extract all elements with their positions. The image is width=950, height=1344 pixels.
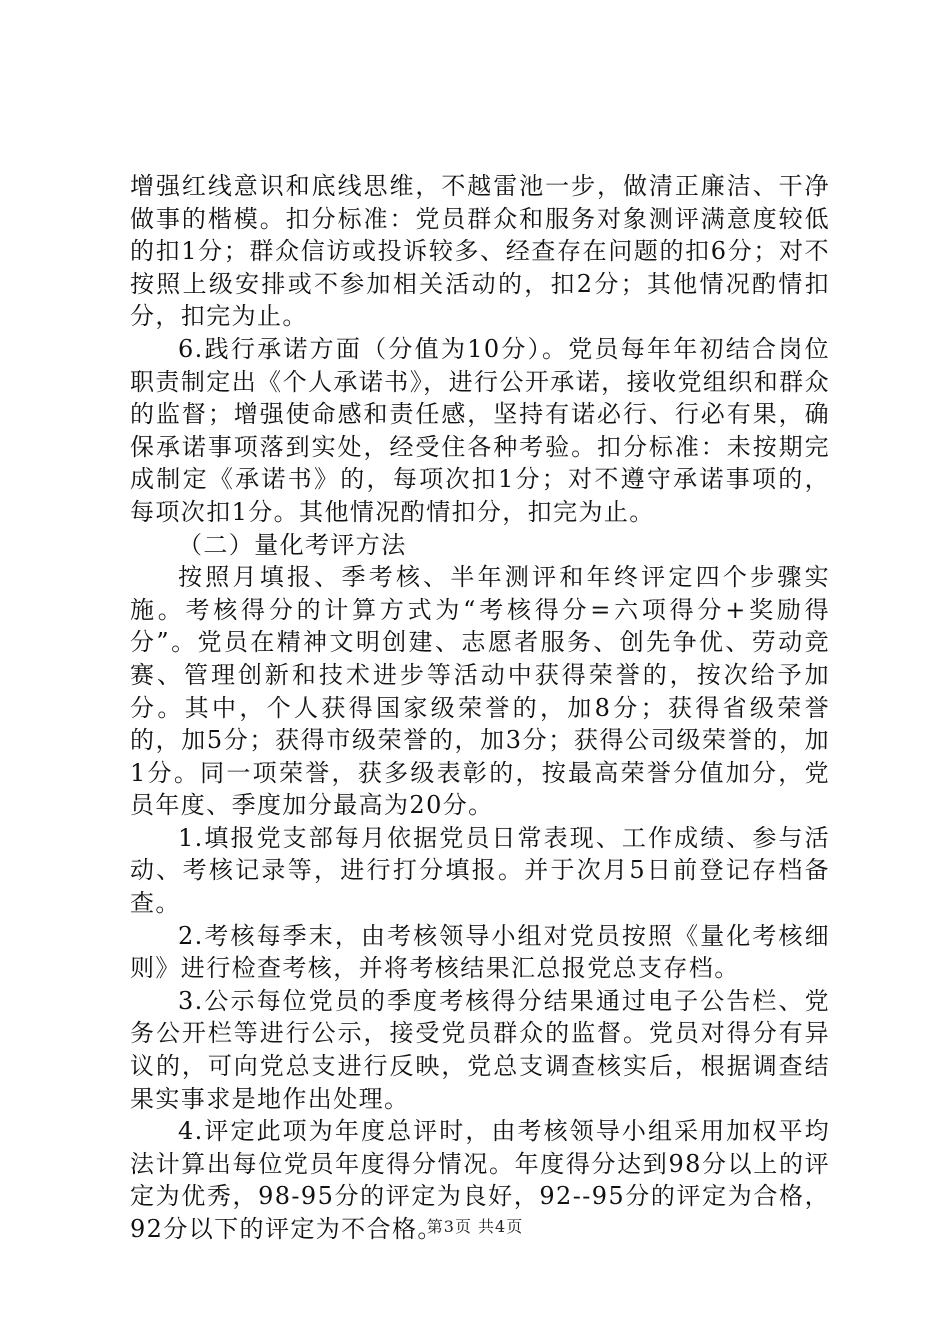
paragraph-step-fill-report: 1.填报党支部每月依据党员日常表现、工作成绩、参与活动、考核记录等，进行打分填报。并于次月5日前登记存档备查。: [130, 823, 830, 918]
paragraph-commitment-section: 6.践行承诺方面（分值为10分）。党员每年年初结合岗位职责制定出《个人承诺书》，进行公开承诺，接收党组织和群众的监督；增强使命感和责任感，坚持有诺必行、行必有果，确保承诺事项落到实处，经受住各种考验。扣分标准：未按期完成制定《承诺书》的，每项次扣1分；对不遵守承诺事项的，每项次扣1分。其他情况酌情扣分，扣完为止。: [130, 334, 830, 526]
page-footer: 第3页 共4页: [426, 1217, 524, 1236]
paragraph-integrity-continuation: 增强红线意识和底线思维，不越雷池一步，做清正廉洁、干净做事的楷模。扣分标准：党员群众和服务对象测评满意度较低的扣1分；群众信访或投诉较多、经查存在问题的扣6分；对不按照上级安排或不参加相关活动的，扣2分；其他情况酌情扣分，扣完为止。: [130, 172, 830, 331]
paragraph-step-public-notice: 3.公示每位党员的季度考核得分结果通过电子公告栏、党务公开栏等进行公示，接受党员群众的监督。党员对得分有异议的，可向党总支进行反映，党总支调查核实后，根据调查结果实事求是地作出处理。: [130, 986, 830, 1113]
paragraph-step-annual-rating: 4.评定此项为年度总评时，由考核领导小组采用加权平均法计算出每位党员年度得分情况。年度得分达到98分以上的评定为优秀，98-95分的评定为良好，92--95分的评定为合格，92分以下的评定为不合格。: [130, 1117, 830, 1243]
paragraph-evaluation-steps: 按照月填报、季考核、半年测评和年终评定四个步骤实施。考核得分的计算方式为“考核得分=六项得分+奖励得分”。党员在精神文明创建、志愿者服务、创先争优、劳动竞赛、管理创新和技术进步等活动中获得荣誉的，按次给予加分。其中，个人获得国家级荣誉的，加8分；获得省级荣誉的，加5分；获得市级荣誉的，加3分；获得公司级荣誉的，加1分。同一项荣誉，获多级表彰的，按最高荣誉分值加分，党员年度、季度加分最高为20分。: [130, 563, 830, 820]
document-body: [130, 170, 830, 1246]
paragraph-step-quarterly-assessment: 2.考核每季末，由考核领导小组对党员按照《量化考核细则》进行检查考核，并将考核结果汇总报党总支存档。: [130, 921, 830, 983]
section-heading-quantified-evaluation: （二）量化考评方法: [178, 530, 407, 559]
